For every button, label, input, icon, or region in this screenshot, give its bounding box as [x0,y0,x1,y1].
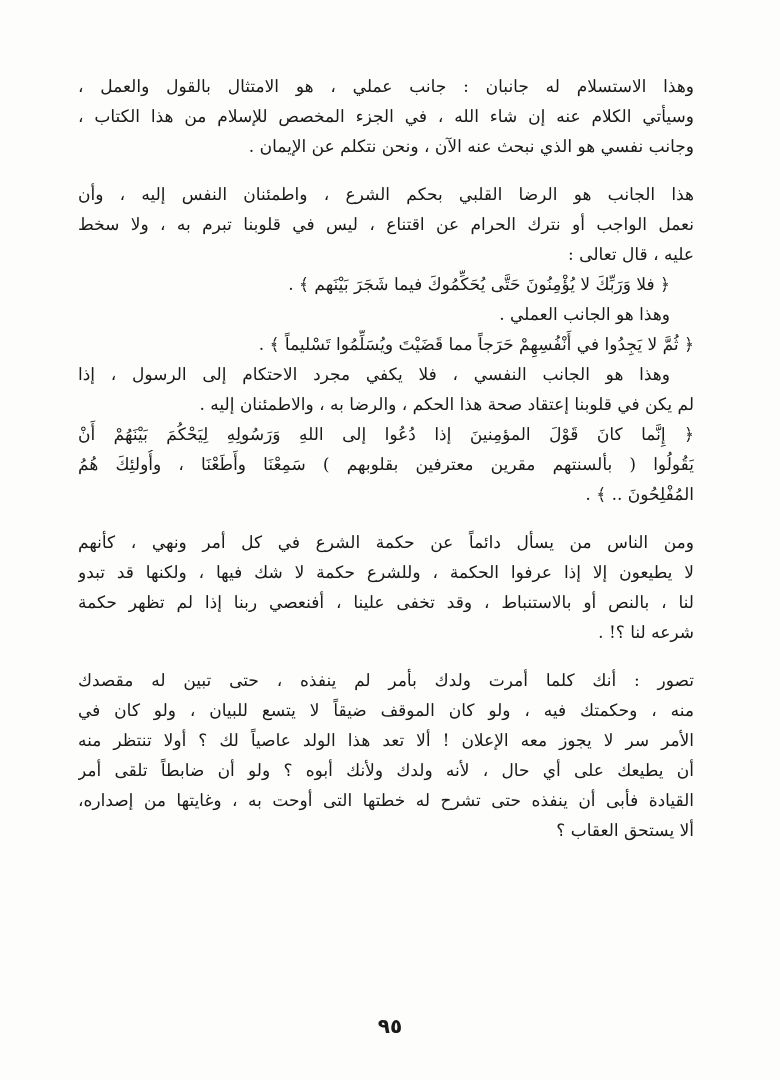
text-line: لم يكن في قلوبنا إعتقاد صحة هذا الحكم ، والرضا به ، والاطمئنان إليه . [199,395,694,415]
paragraph-1 [78,72,694,162]
text-line: وهذا الاستسلام له جانبان : جانب عملي ، هو الامتثال بالقول والعمل ، [78,77,694,97]
quran-verse-line: ﴿ ثُمَّ لا يَجِدُوا في أَنْفُسِهِمْ حَرَجاً مما قَضَيْتَ ويُسَلِّمُوا تَسْليماً ﴾ . [258,335,694,355]
text-line: وهذا هو الجانب العملي . [499,305,670,325]
quran-verse-line: ﴿ فلا وَرَبِّكَ لا يُؤْمِنُونَ حَتَّى يُحَكِّمُوكَ فيما شَجَرَ بَيْنَهم ﴾ . [288,275,670,295]
quran-verse-line: ﴿ إِنَّما كانَ قَوْلَ المؤمِنينَ إذا دُعُوا إلى اللهِ وَرَسُولِهِ لِيَحْكُمَ بَيْنَهُمْ أَنْ [78,425,694,445]
text-line: ألا يستحق العقاب ؟ [556,821,694,841]
text-line: القيادة فأبى أن ينفذه حتى تشرح له خطتها التى أوحت به ، وغايتها من إصداره، [78,791,694,811]
text-line: لا يطيعون إلا إذا عرفوا الحكمة ، وللشرع حكمة لا شك فيها ، ولكنها قد تبدو [78,563,694,583]
text-line: ومن الناس من يسأل دائماً عن حكمة الشرع في كل أمر ونهي ، كأنهم [78,533,694,553]
text-line: منه ، وحكمتك فيه ، ولو كان الموقف ضيقاً لا يتسع للبيان ، ولو كان في [78,701,694,721]
text-line: نعمل الواجب أو نترك الحرام عن اقتناع ، ليس في قلوبنا تبرم به ، ولا سخط [78,215,694,235]
paragraph-3 [78,528,694,648]
body-text [78,72,694,864]
text-line: أن يطيعك على أي حال ، لأنه ولدك ولأنك أبوه ؟ ولو أن ضابطاً تلقى أمر [78,761,694,781]
text-line: تصور : أنك كلما أمرت ولدك بأمر لم ينفذه ، حتى تبين له مقصدك [78,671,694,691]
page-number: ٩٥ [377,1014,403,1038]
text-line: عليه ، قال تعالى : [568,245,694,265]
text-line: وهذا هو الجانب النفسي ، فلا يكفي مجرد الاحتكام إلى الرسول ، إذا [78,365,670,385]
paragraph-4 [78,666,694,846]
text-line: هذا الجانب هو الرضا القلبي بحكم الشرع ، واطمئنان النفس إليه ، وأن [78,185,694,205]
text-line: الأمر سر لا يجوز معه الإعلان ! ألا تعد هذا الولد عاصياً لك ؟ أولا تنتظر منه [78,731,694,751]
quran-verse-line: يَقُولُوا ( بألسنتهم مقرين معترفين بقلوبهم ) سَمِعْنَا وأَطَعْنَا ، وأُولئِكَ هُمُ [78,455,694,475]
text-line: لنا ، بالنص أو بالاستنباط ، وقد تخفى علينا ، أفنعصي ربنا إذا لم تظهر حكمة [78,593,694,613]
text-line: وجانب نفسي هو الذي نبحث عنه الآن ، ونحن نتكلم عن الإيمان . [248,137,694,157]
paragraph-2 [78,180,694,510]
text-line: وسيأتي الكلام عنه إن شاء الله ، في الجزء المخصص للإسلام من هذا الكتاب ، [78,107,694,127]
quran-verse-line: المُفْلِحُونَ .. ﴾ . [585,485,694,505]
text-line: شرعه لنا ؟! . [598,623,694,643]
